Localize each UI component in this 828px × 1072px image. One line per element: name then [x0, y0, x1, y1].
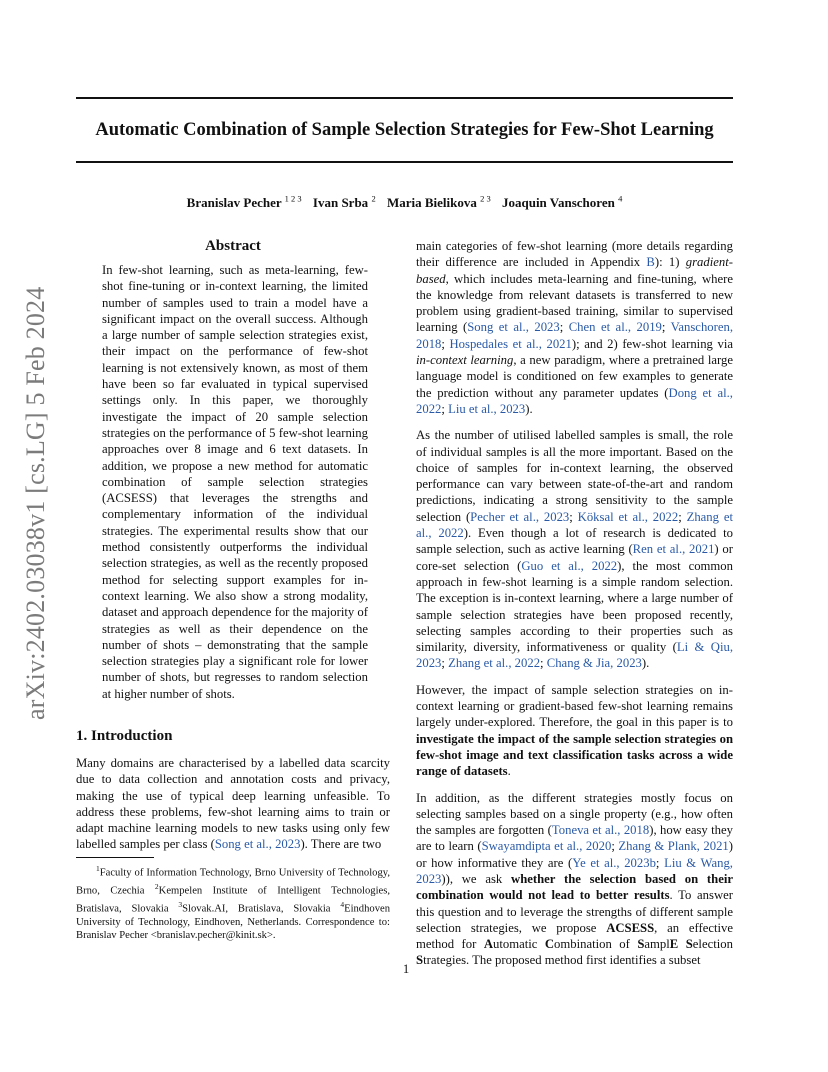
abstract-body — [102, 262, 368, 702]
citation-link[interactable]: Ye et al., 2023b — [572, 855, 656, 870]
author: Branislav Pecher $^{1 2 3}$ — [186, 194, 302, 211]
author: Ivan Srba $^2$ — [312, 194, 376, 211]
author-list — [76, 191, 733, 211]
citation-link[interactable]: Dong et al., 2022 — [416, 385, 733, 416]
citation-link[interactable]: Hospedales et al., 2021 — [449, 336, 572, 351]
citation-link[interactable]: Vanschoren, 2018 — [416, 320, 733, 351]
page-number: 1 — [402, 962, 410, 976]
affiliations-footnote: $^1$Faculty of Information Technology, Brno University of Technology, Brno, Czechia $^2$Kempelen Institute of Intelligent Technologies, Bratislava, Slovakia $^3$Slovak.AI, Bratislava, Slovakia $^4$Eindhoven University of Technology, Eindhoven, Netherlands. Correspondence to: Branislav Pecher <branislav.pecher@kinit.sk>. — [76, 864, 391, 942]
citation-link[interactable]: Ren et al., 2021 — [632, 542, 715, 557]
top-rule — [76, 97, 733, 99]
title-bottom-rule — [76, 161, 733, 163]
citation-link[interactable]: Chen et al., 2019 — [568, 320, 662, 335]
citation-link[interactable]: Liu & Wang, 2023 — [416, 855, 733, 886]
citation-link[interactable]: Li & Qiu, 2023 — [416, 640, 733, 671]
paragraph: main categories of few-shot learning (more details regarding their difference are included in Appendix B): 1) gradient-based, which includes meta-learning and fine-tuning, where the knowledge from relevant datasets is transferred to new problem using gradient-based training, similar to supervised learning (Song et al., 2023; Chen et al., 2019; Vanschoren, 2018; Hospedales et al., 2021); and 2) few-shot learning via in-context learning, a new paradigm, where a pretrained large language model is conditioned on few examples to generate the prediction without any parameter updates (Dong et al., 2022; Liu et al., 2023). — [416, 239, 733, 416]
citation-link[interactable]: Zhang et al., 2022 — [448, 656, 541, 671]
footnote-rule — [76, 857, 154, 858]
citation-link[interactable]: Zhang & Plank, 2021 — [618, 839, 729, 854]
author: Joaquin Vanschoren $^4$ — [501, 194, 623, 211]
citation-link[interactable]: Swayamdipta et al., 2020 — [481, 839, 612, 854]
citation-link[interactable]: Toneva et al., 2018 — [551, 823, 650, 838]
section-heading-introduction: 1. Introduction — [76, 728, 173, 744]
paragraph: However, the impact of sample selection strategies on in-context learning or gradient-based few-shot learning remains largely under-explored. Therefore, the goal in this paper is to investigate the impact of the sample selection strategies on few-shot image and text classification tasks across a wide range of datasets. — [416, 682, 733, 779]
arxiv-identifier: arXiv:2402.03038v1 [cs.LG] 5 Feb 2024 — [21, 286, 50, 720]
citation-link[interactable]: Chang & Jia, 2023 — [546, 656, 642, 671]
citation-link[interactable]: Liu et al., 2023 — [448, 401, 526, 416]
abstract-text: In few-shot learning, such as meta-learning, few-shot fine-tuning or in-context learning, the limited number of samples used to train a model have a significant impact on the overall success. Although a large number of sample selection strategies exist, their impact on the performance of few-shot learning is not extensively known, as most of them have been so far evaluated in typical supervised settings only. In this paper, we thoroughly investigate the impact of 20 sample selection strategies on the performance of 5 few-shot learning approaches over 8 image and 6 text datasets. In addition, we propose a new method for automatic combination of sample selection strategies (ACSESS) that leverages the strengths and complementary information of the individual strategies. The experimental results show that our method consistently outperforms the individual selection strategies, as well as the recently proposed method for selecting support examples for in-context learning. We also show a strong modality, dataset and approach dependence for the majority of strategies as well as their dependence on the number of shots – demonstrating that the sample selection strategies play a significant role for lower number of shots, but regresses to random selection at higher number of shots. — [102, 263, 368, 701]
right-column — [416, 238, 733, 979]
paragraph: As the number of utilised labelled samples is small, the role of individual samples is all the more important. Based on the choice of samples for in-context learning, the observed performance can vary between state-of-the-art and random predictions, indicating a strong sensitivity to the sample selection (Pecher et al., 2023; Köksal et al., 2022; Zhang et al., 2022). Even though a lot of research is dedicated to sample selection, such as active learning (Ren et al., 2021) or core-set selection (Guo et al., 2022), the most common approach in few-shot learning is a simple random selection. The exception is in-context learning, where a large number of sample selection strategies have been proposed recently, selecting samples according to their properties such as similarity, diversity, informativeness or quality (Li & Qiu, 2023; Zhang et al., 2022; Chang & Jia, 2023). — [416, 428, 733, 671]
citation-link[interactable]: Song et al., 2023 — [214, 837, 301, 852]
paper-title: Automatic Combination of Sample Selection Strategies for Few-Shot Learning — [95, 120, 714, 140]
citation-link[interactable]: Song et al., 2023 — [467, 320, 560, 335]
introduction-body — [76, 755, 390, 853]
author: Maria Bielikova $^{2 3}$ — [386, 194, 491, 211]
abstract-heading: Abstract — [205, 238, 261, 254]
citation-link[interactable]: Köksal et al., 2022 — [577, 509, 679, 524]
paragraph: Many domains are characterised by a labelled data scarcity due to data collection and annotation costs and privacy, making the use of typical deep learning unfeasible. To address these problems, few-shot learning aims to train or adapt machine learning models to new tasks using only few labelled samples per class (Song et al., 2023). There are two — [76, 756, 390, 852]
citation-link[interactable]: Zhang et al., 2022 — [416, 509, 733, 541]
citation-link[interactable]: Guo et al., 2022 — [521, 558, 618, 573]
citation-link[interactable]: Pecher et al., 2023 — [470, 509, 570, 524]
paragraph: In addition, as the different strategies mostly focus on selecting samples based on a single property (e.g., how often the samples are forgotten (Toneva et al., 2018), how easy they are to learn (Swayamdipta et al., 2020; Zhang & Plank, 2021) or how informative they are (Ye et al., 2023b; Liu & Wang, 2023)), we ask whether the selection based on their combination would not lead to better results. To answer this question and to leverage the strengths of different sample selection strategies, we propose ACSESS, an effective method for Automatic Combination of SamplE Selection Strategies. The proposed method first identifies a subset — [416, 790, 733, 968]
citation-link[interactable]: B — [646, 255, 655, 270]
